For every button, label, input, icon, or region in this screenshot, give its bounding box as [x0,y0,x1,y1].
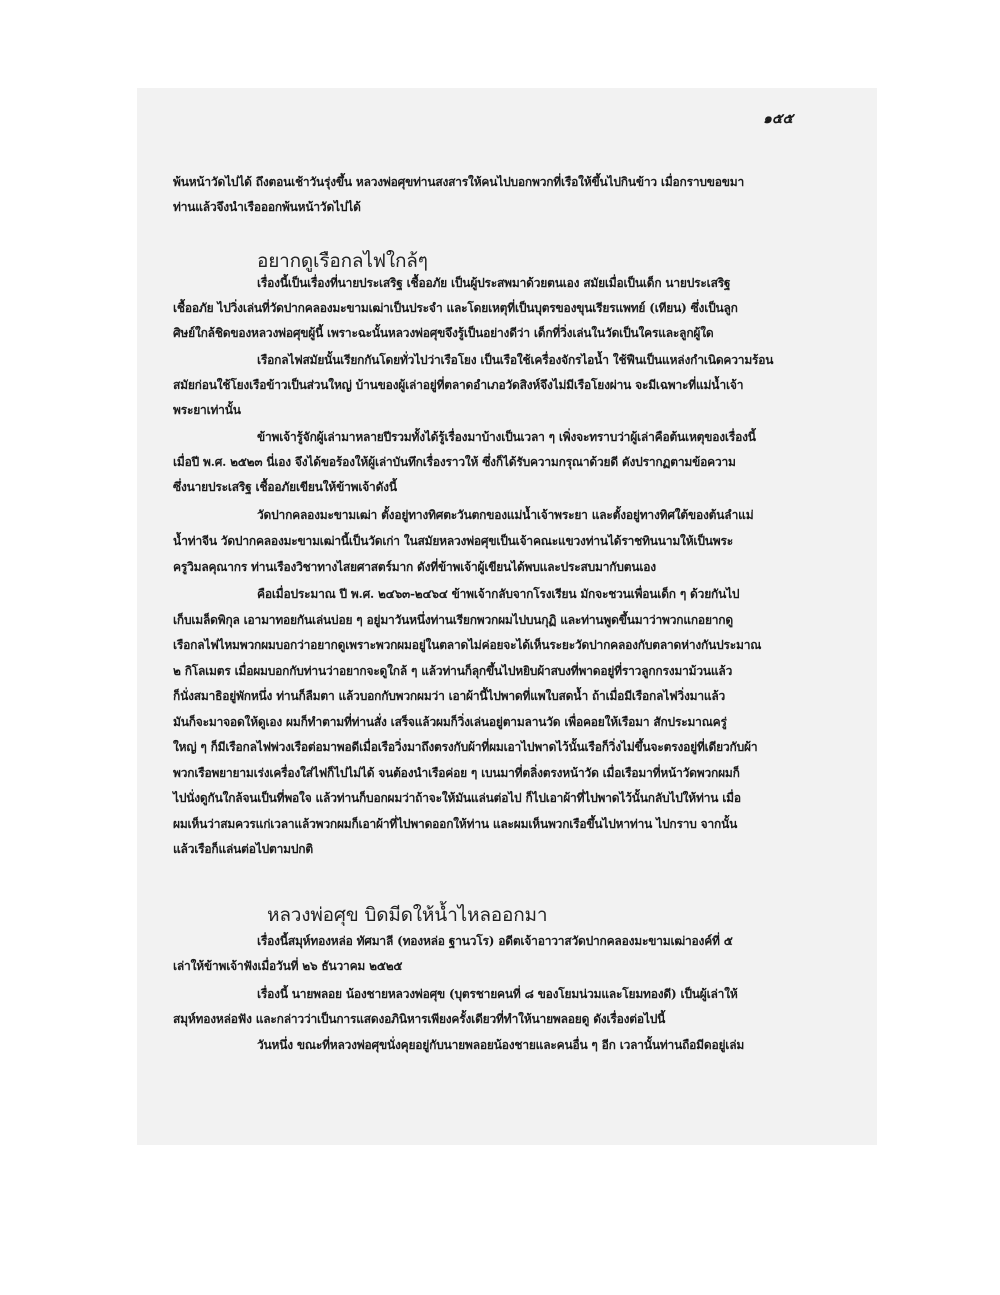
text-line: ครูวิมลคุณากร ท่านเรืองวิชาทางไสยศาสตร์มาก ดังที่ข้าพเจ้าผู้เขียนได้พบและประสบมากับตนเอง [173,560,656,574]
text-line: พระยาเท่านั้น [173,403,241,417]
text-line: พ้นหน้าวัดไปได้ ถึงตอนเช้าวันรุ่งขึ้น หลวงพ่อศุขท่านสงสารให้คนไปบอกพวกที่เรือให้ขึ้นไปกินข้าว เมื่อกราบขอขมา [173,175,745,189]
text-line: เล่าให้ข้าพเจ้าฟังเมื่อวันที่ ๒๖ ธันวาคม ๒๕๒๕ [173,959,403,973]
text-line: ข้าพเจ้ารู้จักผู้เล่ามาหลายปีรวมทั้งได้รู้เรื่องมาบ้างเป็นเวลา ๆ เพิ่งจะทราบว่าผู้เล่าคือต้นเหตุของเรื่องนี้ [257,430,756,444]
text-line: พวกเรือพยายามเร่งเครื่องใส่ไฟก็ไปไม่ได้ จนต้องนำเรือค่อย ๆ เบนมาที่ตลิ่งตรงหน้าวัด เมื่อเรือมาที่หน้าวัดพวกผมก็ [173,766,740,780]
text-line: คือเมื่อประมาณ ปี พ.ศ. ๒๔๖๓-๒๔๖๔ ข้าพเจ้ากลับจากโรงเรียน มักจะชวนเพื่อนเด็ก ๆ ด้วยกันไป [257,587,740,601]
text-line: ไปนั่งดูกันใกล้จนเป็นที่พอใจ แล้วท่านก็บอกผมว่าถ้าจะให้มันแล่นต่อไป ก็ไปเอาผ้าที่ไปพาดไว้นั้นกลับไปให้ท่าน เมื่อ [173,791,741,805]
text-line: สมัยก่อนใช้โยงเรือข้าวเป็นส่วนใหญ่ บ้านของผู้เล่าอยู่ที่ตลาดอำเภอวัดสิงห์จึงไม่มีเรือโยงผ่าน จะมีเฉพาะที่แม่น้ำเจ้า [173,378,744,392]
text-line: ผมเห็นว่าสมควรแก่เวลาแล้วพวกผมก็เอาผ้าที่ไปพาดออกให้ท่าน และผมเห็นพวกเรือขึ้นไปหาท่าน ไปกราบ จากนั้น [173,817,738,831]
text-line: น้ำท่าจีน วัดปากคลองมะขามเฒ่านี้เป็นวัดเก่า ในสมัยหลวงพ่อศุขเป็นเจ้าคณะแขวงท่านได้ราชทินนามให้เป็นพระ [173,534,733,548]
section-heading: หลวงพ่อศุข บิดมีดให้น้ำไหลออกมา [267,904,548,926]
text-line: เก็บเมล็ดพิกุล เอามาทอยกันเล่นบ่อย ๆ อยู่มาวันหนึ่งท่านเรียกพวกผมไปบนกุฏิ และท่านพูดขึ้นมาว่าพวกแกอยากดู [173,613,733,627]
text-line: แล้วเรือก็แล่นต่อไปตามปกติ [173,842,313,856]
text-line: ท่านแล้วจึงนำเรือออกพ้นหน้าวัดไปได้ [173,200,361,214]
text-line: มันก็จะมาจอดให้ดูเอง ผมก็ทำตามที่ท่านสั่ง เสร็จแล้วผมก็วิ่งเล่นอยู่ตามลานวัด เพื่อคอยให้เรือมา สักประมาณครู่ [173,715,727,729]
text-line: เมื่อปี พ.ศ. ๒๕๒๓ นี่เอง จึงได้ขอร้องให้ผู้เล่าบันทึกเรื่องราวให้ ซึ่งก็ได้รับความกรุณาด้วยดี ดังปรากฏตามข้อความ [173,455,736,469]
text-line: วัดปากคลองมะขามเฒ่า ตั้งอยู่ทางทิศตะวันตกของแม่น้ำเจ้าพระยา และตั้งอยู่ทางทิศใต้ของต้นลำแม่ [257,508,754,522]
text-line: เรือกลไฟไหมพวกผมบอกว่าอยากดูเพราะพวกผมอยู่ในตลาดไม่ค่อยจะได้เห็นระยะวัดปากคลองกับตลาดห่างกันประมาณ [173,638,762,652]
text-line: ๒ กิโลเมตร เมื่อผมบอกกับท่านว่าอยากจะดูใกล้ ๆ แล้วท่านก็ลุกขึ้นไปหยิบผ้าสบงที่พาดอยู่ที่ราวลูกกรงมาม้วนแล้ว [173,664,733,678]
text-line: ก็นั่งสมาธิอยู่พักหนึ่ง ท่านก็ลืมตา แล้วบอกกับพวกผมว่า เอาผ้านี้ไปพาดที่แพใบสดน้ำ ถ้าเมื่อมีเรือกลไฟวิ่งมาแล้ว [173,689,726,703]
text-line: เชื้ออภัย ไปวิ่งเล่นที่วัดปากคลองมะขามเฒ่าเป็นประจำ และโดยเหตุที่เป็นบุตรของขุนเรียรแพทย์ (เทียน) ซึ่งเป็นลูก [173,301,738,315]
text-line: สมุห์ทองหล่อฟัง และกล่าวว่าเป็นการแสดงอภินิหารเพียงครั้งเดียวที่ทำให้นายพลอยดู ดังเรื่องต่อไปนี้ [173,1012,666,1026]
text-line: ใหญ่ ๆ ก็มีเรือกลไฟพ่วงเรือต่อมาพอดีเมื่อเรือวิ่งมาถึงตรงกับผ้าที่ผมเอาไปพาดไว้นั้นเรือก็วิ่งไม่ขึ้นจะตรงอยู่ที่เดียวกับผ้า [173,740,758,754]
text-line: เรื่องนี้เป็นเรื่องที่นายประเสริฐ เชื้ออภัย เป็นผู้ประสพมาด้วยตนเอง สมัยเมื่อเป็นเด็ก นายประเสริฐ [257,276,731,290]
text-line: เรือกลไฟสมัยนั้นเรียกกันโดยทั่วไปว่าเรือโยง เป็นเรือใช้เครื่องจักรไอน้ำ ใช้ฟืนเป็นแหล่งกำเนิดความร้อน [257,353,774,367]
text-line: เรื่องนี้ นายพลอย น้องชายหลวงพ่อศุข (บุตรชายคนที่ ๘ ของโยมน่วมและโยมทองดี) เป็นผู้เล่าให้ [257,987,738,1001]
text-line: วันหนึ่ง ขณะที่หลวงพ่อศุขนั่งคุยอยู่กับนายพลอยน้องชายและคนอื่น ๆ อีก เวลานั้นท่านถือมีดอยู่เล่ม [257,1038,745,1052]
page-number: ๑๕๕ [763,111,794,127]
text-line: ซึ่งนายประเสริฐ เชื้ออภัยเขียนให้ข้าพเจ้าดังนี้ [173,480,397,494]
text-line: เรื่องนี้สมุห์ทองหล่อ ทัศมาลี (ทองหล่อ ฐานวโร) อดีตเจ้าอาวาสวัดปากคลองมะขามเฒ่าองค์ที่ ๕ [257,934,733,948]
document-page [137,88,877,1145]
section-heading: อยากดูเรือกลไฟใกล้ๆ [257,250,428,272]
text-line: ศิษย์ใกล้ชิดของหลวงพ่อศุขผู้นี้ เพราะฉะนั้นหลวงพ่อศุขจึงรู้เป็นอย่างดีว่า เด็กที่วิ่งเล่นในวัดเป็นใครและลูกผู้ใด [173,326,714,340]
